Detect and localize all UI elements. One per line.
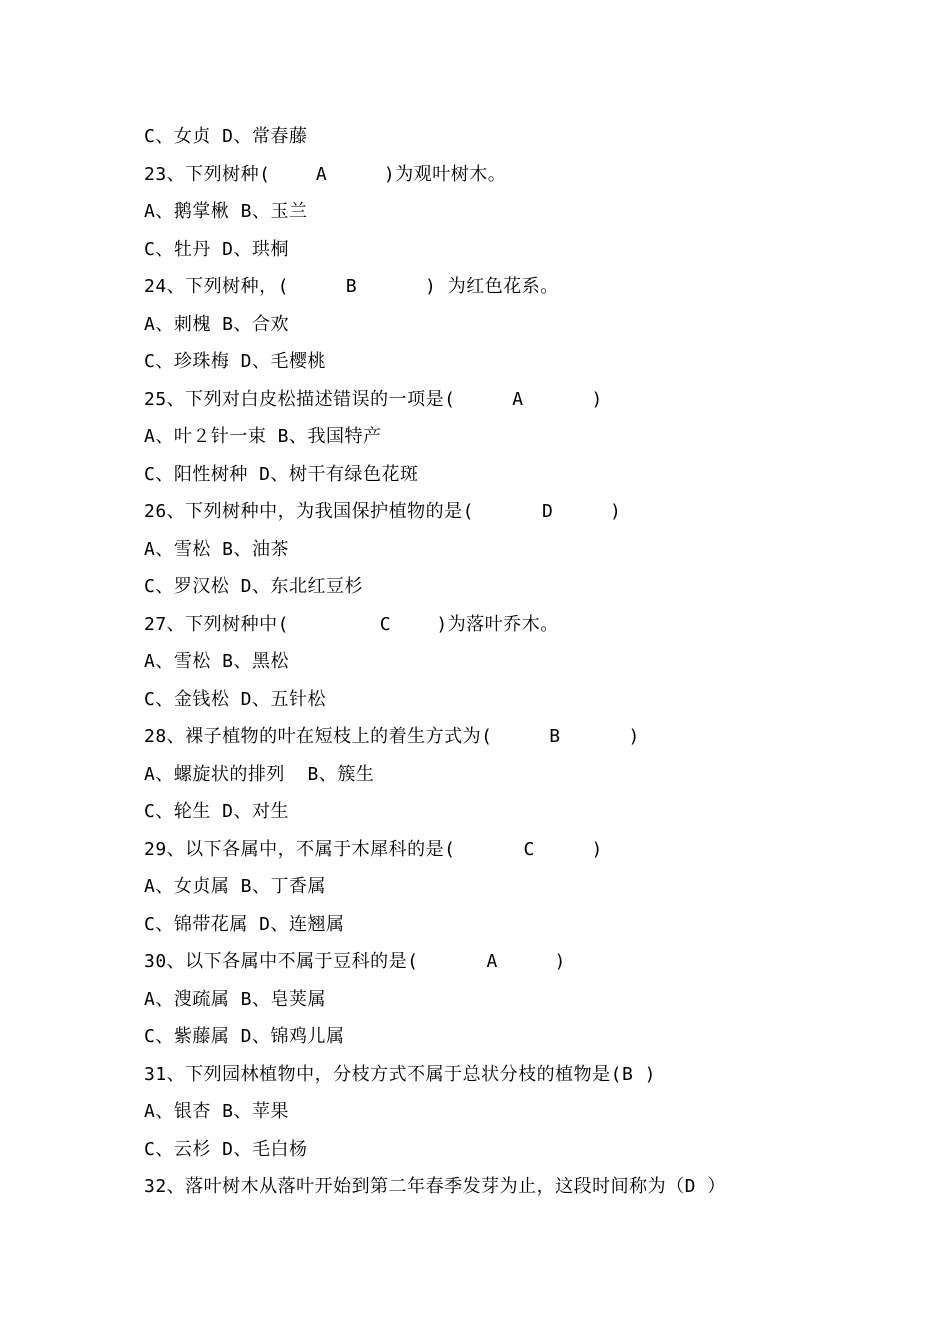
option-line: C、罗汉松 D、东北红豆杉 [144,576,364,597]
question-23: 23、下列树种( A )为观叶树木。 [144,163,507,185]
option-line: A、溲疏属 B、皂荚属 [144,988,327,1010]
option-line: C、女贞 D、常春藤 [144,126,308,147]
question-25: 25、下列对白皮松描述错误的一项是( A ) [144,388,603,410]
question-30: 30、以下各属中不属于豆科的是( A ) [144,951,566,972]
option-line: A、银杏 B、苹果 [144,1101,290,1122]
option-line: A、刺槐 B、合欢 [144,313,290,335]
option-line: A、雪松 B、黑松 [144,651,290,672]
option-line: C、云杉 D、毛白杨 [144,1138,308,1160]
option-line: C、阳性树种 D、树干有绿色花斑 [144,463,419,485]
option-line: C、牡丹 D、珙桐 [144,238,290,260]
option-line: C、紫藤属 D、锦鸡儿属 [144,1026,345,1047]
question-24: 24、下列树种，( B ) 为红色花系。 [144,276,559,297]
option-line: A、雪松 B、油茶 [144,538,290,560]
option-line: C、轮生 D、对生 [144,801,290,822]
question-27: 27、下列树种中( C )为落叶乔木。 [144,613,559,635]
option-line: A、女贞属 B、丁香属 [144,876,327,897]
question-29: 29、以下各属中，不属于木犀科的是( C ) [144,838,603,860]
question-31: 31、下列园林植物中，分枝方式不属于总状分枝的植物是(B ) [144,1063,657,1085]
option-line: A、螺旋状的排列 B、簇生 [144,763,375,785]
option-line: C、锦带花属 D、连翘属 [144,913,345,935]
question-list [144,118,864,1206]
question-26: 26、下列树种中，为我国保护植物的是( D ) [144,501,622,522]
option-line: A、鹅掌楸 B、玉兰 [144,201,308,222]
option-line: A、叶２针一束 B、我国特产 [144,426,382,447]
question-32: 32、落叶树木从落叶开始到第二年春季发芽为止，这段时间称为（D ） [144,1176,726,1197]
option-line: C、金钱松 D、五针松 [144,688,327,710]
question-28: 28、裸子植物的叶在短枝上的着生方式为( B ) [144,726,640,747]
option-line: C、珍珠梅 D、毛樱桃 [144,351,327,372]
